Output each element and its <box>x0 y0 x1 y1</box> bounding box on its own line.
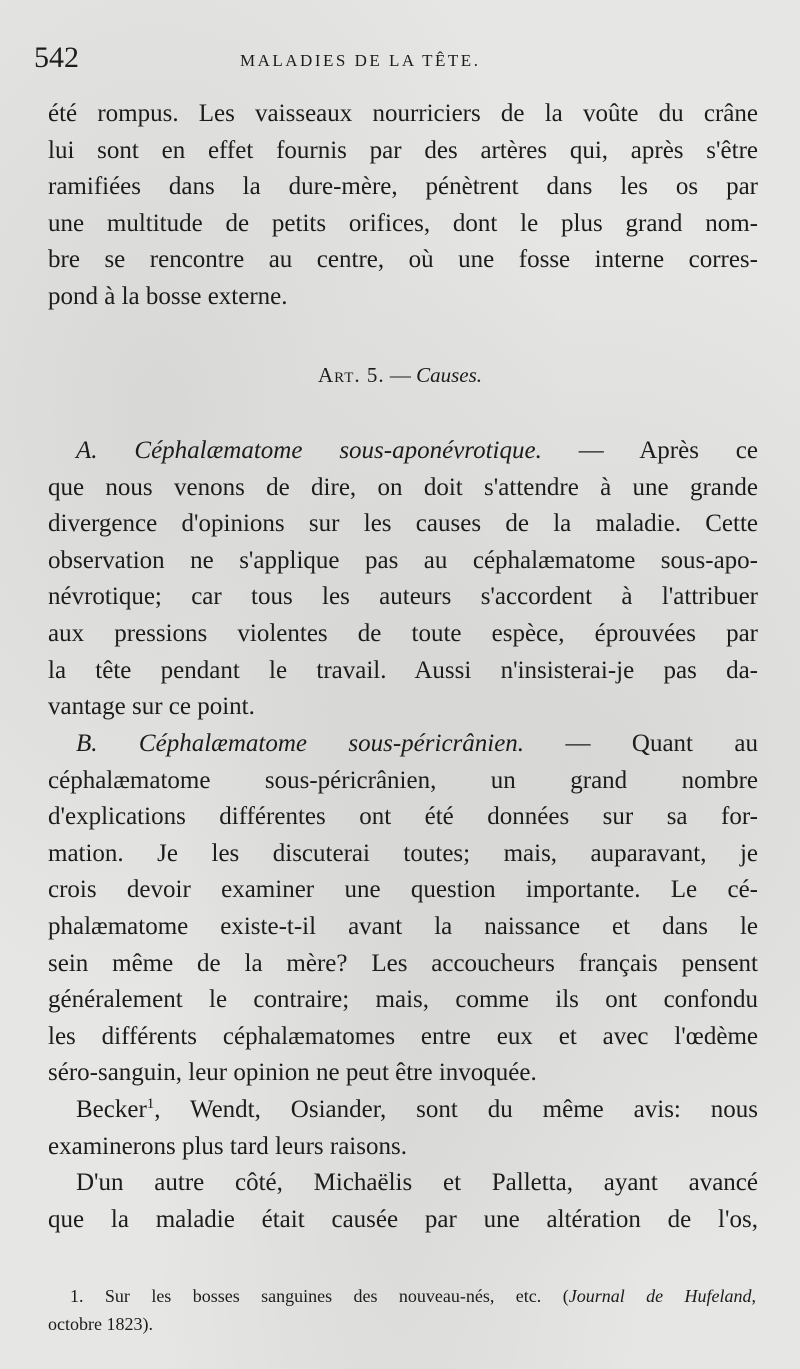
footnote-text: , <box>751 1286 756 1306</box>
text-line: céphalæmatome sous-péricrânien, un grand nombre <box>48 766 758 794</box>
paragraph-michaelis <box>48 1165 758 1238</box>
text-line: phalæmatome existe-t-il avant la naissance et dans le <box>48 912 758 940</box>
footnote-mark: 1. <box>70 1286 84 1306</box>
text-line <box>48 433 758 470</box>
section-title: Causes. <box>416 363 483 387</box>
text-line: observation ne s'applique pas au céphalæmatome sous-apo- <box>48 546 758 574</box>
text-line: pond à la bosse externe. <box>48 282 288 310</box>
text-line: crois devoir examiner une question importante. Le cé- <box>48 876 758 904</box>
text-line: examinerons plus tard leurs raisons. <box>48 1132 407 1160</box>
text-line: divergence d'opinions sur les causes de la maladie. Cette <box>48 510 758 538</box>
text-line: bre se rencontre au centre, où une fosse interne corres- <box>48 246 758 274</box>
article-number: Art. 5. <box>317 363 385 387</box>
text-line: sein même de la mère? Les accoucheurs français pensent <box>48 949 758 977</box>
text-line: la tête pendant le travail. Aussi n'insisterai-je pas da- <box>48 656 758 684</box>
paragraph-b <box>48 726 758 1092</box>
subsection-label-a: A. Céphalæmatome sous-aponévrotique. <box>76 437 542 464</box>
text-line: névrotique; car tous les auteurs s'accordent à l'attribuer <box>48 583 758 611</box>
footnote-line: octobre 1823). <box>48 1314 153 1334</box>
paragraph-a <box>48 433 758 726</box>
text-line: D'un autre côté, Michaëlis et Palletta, ayant avancé <box>76 1169 758 1196</box>
journal-title: Journal de Hufeland <box>568 1286 752 1306</box>
footnote-text: Sur les bosses sanguines des nouveau-nés, etc. ( <box>83 1286 569 1306</box>
running-head <box>0 38 800 78</box>
author-name: Becker <box>76 1096 147 1123</box>
subsection-label-b: B. Céphalæmatome sous-péricrânien. <box>76 730 525 757</box>
paragraph-becker <box>48 1092 758 1165</box>
text-line: mation. Je les discuterai toutes; mais, auparavant, je <box>48 839 758 867</box>
running-title: MALADIES DE LA TÊTE. <box>240 51 481 70</box>
text-run: — Après ce <box>541 437 758 464</box>
text-line <box>48 1092 758 1129</box>
text-line: généralement le contraire; mais, comme ils ont confondu <box>48 986 758 1014</box>
text-line: que la maladie était causée par une altération de l'os, <box>48 1205 758 1233</box>
section-heading <box>0 358 800 392</box>
text-line: ramifiées dans la dure-mère, pénètrent dans les os par <box>48 173 758 201</box>
paragraph-intro <box>48 96 758 316</box>
footnote-reference: 1 <box>146 1096 155 1112</box>
text-line <box>48 726 758 763</box>
text-line: lui sont en effet fournis par des artères qui, après s'être <box>48 136 758 164</box>
footnote <box>48 1282 756 1338</box>
text-run: — Quant au <box>524 730 758 757</box>
text-run: , Wendt, Osiander, sont du même avis: nous <box>154 1096 758 1123</box>
text-line: les différents céphalæmatomes entre eux et avec l'œdème <box>48 1022 758 1050</box>
page-number: 542 <box>34 41 79 74</box>
text-line: une multitude de petits orifices, dont le plus grand nom- <box>48 209 758 237</box>
text-line: d'explications différentes ont été données sur sa for- <box>48 803 758 831</box>
text-line: que nous venons de dire, on doit s'attendre à une grande <box>48 473 758 501</box>
heading-dash: — <box>384 363 417 387</box>
footnote-line <box>48 1282 756 1310</box>
text-line: séro-sanguin, leur opinion ne peut être invoquée. <box>48 1059 537 1087</box>
text-line: vantage sur ce point. <box>48 693 255 721</box>
text-line: aux pressions violentes de toute espèce, éprouvées par <box>48 619 758 647</box>
text-line: été rompus. Les vaisseaux nourriciers de la voûte du crâne <box>48 100 758 127</box>
